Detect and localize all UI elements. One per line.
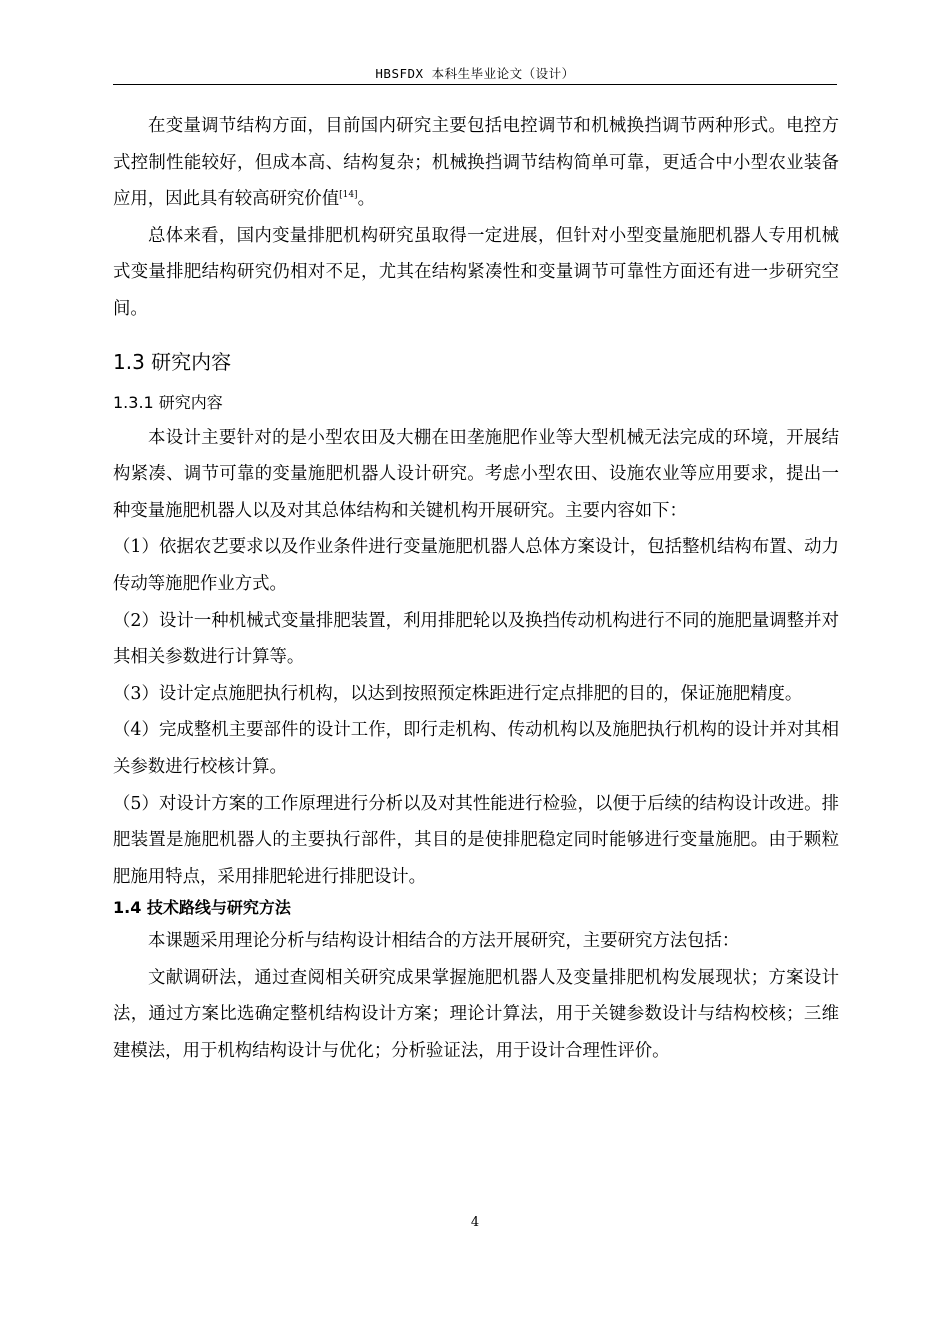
page-number: 4 [470,1215,480,1230]
running-header: HBSFDX 本科生毕业论文（设计） [375,66,575,81]
section-heading-1-3-1: 1.3.1 研究内容 [113,392,223,412]
list-item: （1）依据农艺要求以及作业条件进行变量施肥机器人总体方案设计，包括整机结构布置、动力传动等施肥作业方式。 [113,537,839,594]
header-rule [113,84,837,85]
paragraph-research-intro: 本设计主要针对的是小型农田及大棚在田垄施肥作业等大型机械无法完成的环境，开展结构紧凑、调节可靠的变量施肥机器人设计研究。考虑小型农田、设施农业等应用要求，提出一种变量施肥机器人以及对其总体结构和关键机构开展研究。主要内容如下： [113,427,839,521]
section-heading-1-4: 1.4 技术路线与研究方法 [113,898,291,918]
paragraph-text: 在变量调节结构方面，目前国内研究主要包括电控调节和机械换挡调节两种形式。电控方式控制性能较好，但成本高、结构复杂；机械换挡调节结构简单可靠，更适合中小型农业装备应用，因此具有较高研究价值 [113,116,839,210]
paragraph-variable-adjustment [113,108,839,218]
citation-ref: [14] [339,190,358,201]
paragraph-methods-list: 文献调研法，通过查阅相关研究成果掌握施肥机器人及变量排肥机构发展现状；方案设计法，通过方案比选确定整机结构设计方案；理论计算法，用于关键参数设计与结构校核；三维建模法，用于机构结构设计与优化；分析验证法，用于设计合理性评价。 [113,967,839,1062]
paragraph-end: 。 [357,189,375,210]
section-heading-1-3: 1.3 研究内容 [113,349,232,374]
paragraph-summary: 总体来看，国内变量排肥机构研究虽取得一定进展，但针对小型变量施肥机器人专用机械式变量排肥结构研究仍相对不足，尤其在结构紧凑性和变量调节可靠性方面还有进一步研究空间。 [113,225,839,319]
body-text [113,108,839,1070]
list-item: （5）对设计方案的工作原理进行分析以及对其性能进行检验，以便于后续的结构设计改进。排肥装置是施肥机器人的主要执行部件，其目的是使排肥稳定同时能够进行变量施肥。由于颗粒肥施用特点，采用排肥轮进行排肥设计。 [113,793,839,887]
list-item: （3）设计定点施肥执行机构，以达到按照预定株距进行定点排肥的目的，保证施肥精度。 [113,683,803,704]
paragraph-methods-intro: 本课题采用理论分析与结构设计相结合的方法开展研究，主要研究方法包括： [148,931,740,952]
list-item: （4）完成整机主要部件的设计工作，即行走机构、传动机构以及施肥执行机构的设计并对其相关参数进行校核计算。 [113,720,839,777]
list-item: （2）设计一种机械式变量排肥装置，利用排肥轮以及换挡传动机构进行不同的施肥量调整并对其相关参数进行计算等。 [113,610,839,668]
